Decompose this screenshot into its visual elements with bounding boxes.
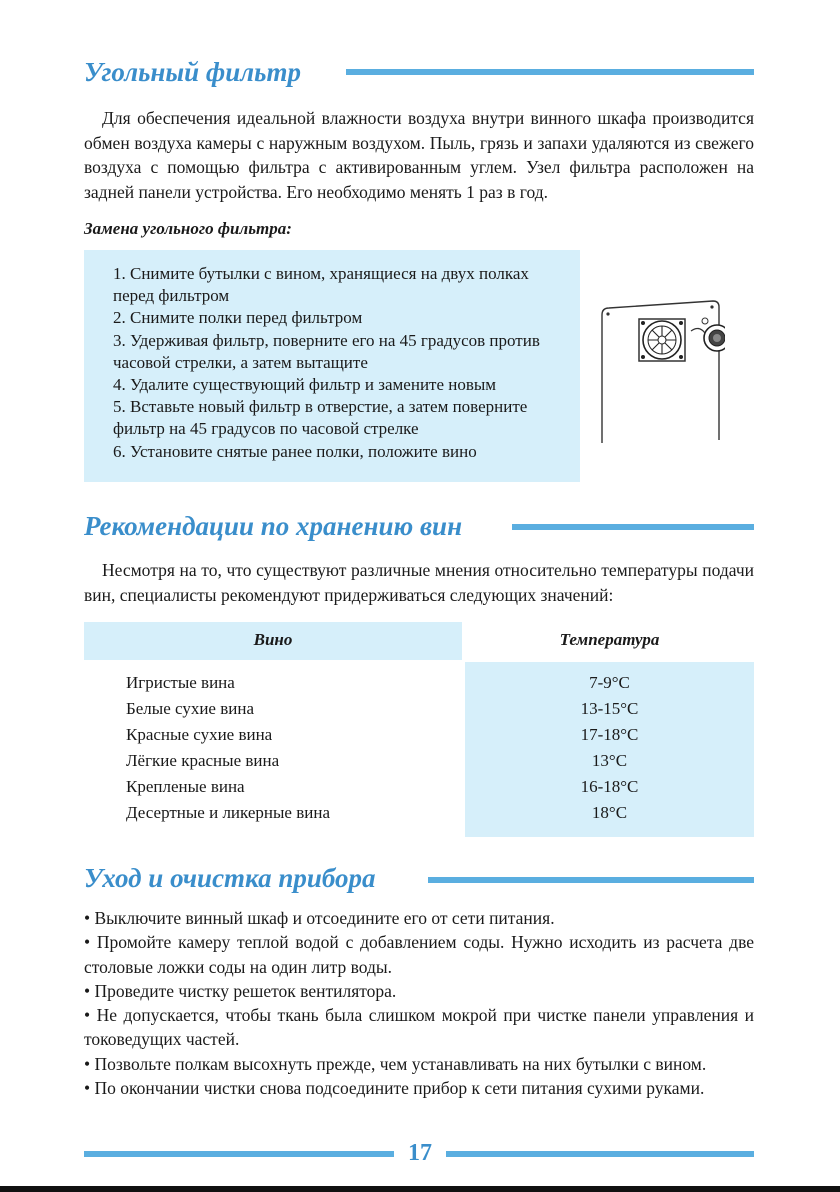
table-cell-wine: Лёгкие красные вина [126, 751, 280, 770]
step-item: 2. Снимите полки перед фильтром [113, 308, 363, 328]
table-cell-temperature: 13°C [591, 751, 628, 770]
bullet-item: • Не допускается, чтобы ткань была слишком мокрой при чистке панели управления и токоведущих частей. [84, 1005, 754, 1050]
step-item: 4. Удалите существующий фильтр и замените новым [113, 375, 497, 395]
table-cell-wine: Игристые вина [126, 673, 235, 692]
filter-replacement-subheading: Замена угольного фильтра: [84, 219, 292, 238]
step-item: 6. Установите снятые ранее полки, положите вино [113, 441, 477, 461]
temperature-column [465, 670, 754, 826]
table-header-temperature: Температура [559, 630, 660, 649]
table-cell-temperature: 17-18°C [580, 725, 639, 744]
table-cell-temperature: 7-9°C [589, 673, 630, 692]
page-number: 17 [408, 1140, 432, 1166]
wine-storage-paragraph: Несмотря на то, что существуют различные мнения относительно температуры подачи вин, специалисты рекомендуют придерживаться следующих значений: [84, 560, 754, 605]
title-rule [346, 69, 754, 75]
table-cell-temperature: 18°C [591, 803, 628, 822]
bullet-item: • По окончании чистки снова подсоедините прибор к сети питания сухими руками. [84, 1078, 705, 1099]
footer-rule-right [446, 1151, 754, 1157]
section-title-wine-storage: Рекомендации по хранению вин [84, 511, 463, 541]
charcoal-filter-paragraph: Для обеспечения идеальной влажности воздуха внутри винного шкафа производится обмен воздуха камеры с наружным воздухом. Пыль, грязь и запахи удаляются из свежего воздуха с помощью фильтра с активированным углем. Узел фильтра расположен на задней панели устройства. Его необходимо менять 1 раз в год. [84, 108, 754, 202]
title-rule [512, 524, 754, 530]
table-cell-wine: Десертные и ликерные вина [126, 803, 330, 822]
page-edge [0, 1186, 840, 1192]
bullet-item: • Промойте камеру теплой водой с добавлением соды. Нужно исходить из расчета две столовые ложки соды на один литр воды. [84, 932, 754, 977]
table-cell-wine: Крепленые вина [126, 777, 245, 796]
filter-replacement-steps [113, 263, 568, 463]
title-rule [428, 877, 754, 883]
step-item: 1. Снимите бутылки с вином, хранящиеся на двух полках перед фильтром [113, 264, 529, 306]
table-cell-wine: Белые сухие вина [126, 699, 254, 718]
care-cleaning-bullets [84, 906, 754, 1100]
section-title-charcoal-filter: Угольный фильтр [84, 57, 301, 87]
bullet-item: • Позвольте полкам высохнуть прежде, чем устанавливать на них бутылки с вином. [84, 1053, 707, 1074]
bullet-item: • Выключите винный шкаф и отсоедините его от сети питания. [84, 908, 555, 928]
rear-panel-filter-illustration [595, 295, 725, 445]
bullet-item: • Проведите чистку решеток вентилятора. [84, 980, 397, 1001]
footer-rule-left [84, 1151, 394, 1157]
table-header-wine: Вино [253, 630, 293, 649]
table-cell-temperature: 16-18°C [580, 777, 639, 796]
table-cell-temperature: 13-15°C [580, 699, 639, 718]
step-item: 5. Вставьте новый фильтр в отверстие, а затем поверните фильтр на 45 градусов по часовой стрелке [113, 397, 528, 439]
wine-column [126, 670, 330, 826]
step-item: 3. Удерживая фильтр, поверните его на 45 градусов против часовой стрелки, а затем вытащите [113, 330, 540, 372]
section-title-care-cleaning: Уход и очистка прибора [84, 863, 376, 893]
table-cell-wine: Красные сухие вина [126, 725, 273, 744]
